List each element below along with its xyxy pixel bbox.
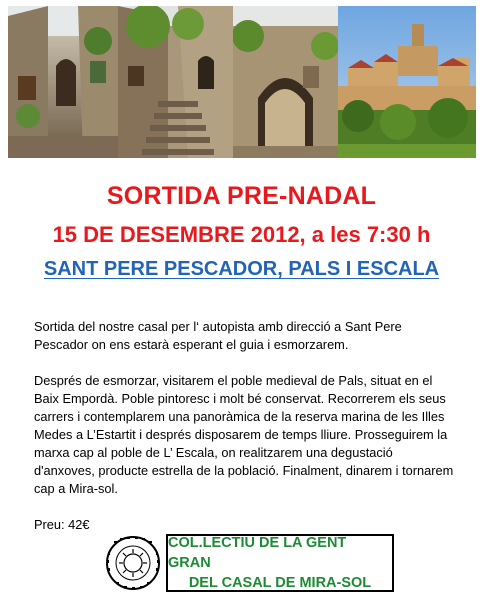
stone-stairs-photo xyxy=(118,6,233,158)
event-title: SORTIDA PRE-NADAL xyxy=(106,182,377,210)
event-date: 15 DE DESEMBRE 2012, a les 7:30 h xyxy=(52,222,431,247)
itinerary-paragraph: Després de esmorzar, visitarem el poble medieval de Pals, situat en el Baix Empordà. Poble pintoresc i molt bé conservat. Recorrerem els seus carrers i contemplarem una panoràmica de la reserva marina de les Illes Medes a L’Estartit i després disposarem de temps lliure. Prosseguirem la marxa cap al poble de L’ Escala, on realitzarem una degustació d'anxoves, producte estrella de la població. Finalment, dinarem i tornarem cap a Mira-sol. xyxy=(34,373,454,496)
organization-name-line2: DEL CASAL DE MIRA-SOL xyxy=(188,575,372,591)
price-label: Preu: 42€ xyxy=(34,517,90,532)
photo-banner xyxy=(8,6,476,158)
organization-name-line1: COL.LECTIU DE LA GENT GRAN xyxy=(168,535,347,571)
intro-paragraph: Sortida del nostre casal per l‘ autopista amb direcció a Sant Pere Pescador on ens estarà esperant el guia i esmorzarem. xyxy=(34,319,402,352)
event-destinations: SANT PERE PESCADOR, PALS I ESCALA xyxy=(43,258,440,280)
arched-street-photo xyxy=(233,6,338,158)
organization-box xyxy=(166,534,394,592)
stone-alley-photo xyxy=(8,6,118,158)
stamp-seal-icon xyxy=(104,534,162,592)
hilltop-town-photo xyxy=(338,6,476,158)
